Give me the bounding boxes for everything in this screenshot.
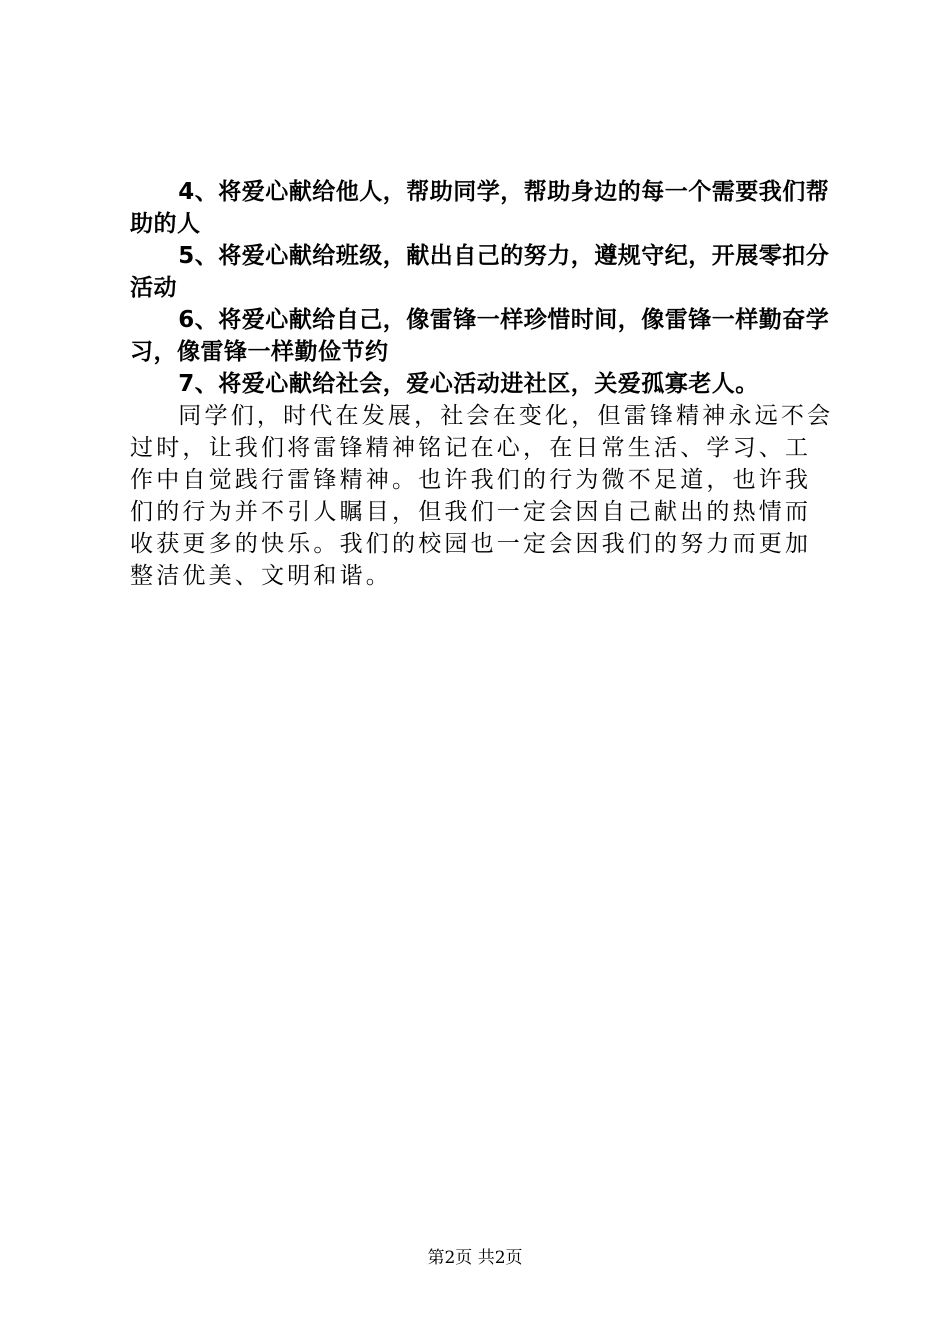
document-body — [130, 176, 835, 592]
paragraph-item-5: 5、将爱心献给班级，献出自己的努力，遵规守纪，开展零扣分活动 — [130, 243, 830, 301]
paragraph-item-7: 7、将爱心献给社会，爱心活动进社区，关爱孤寡老人。 — [178, 371, 759, 397]
closing-paragraph: 同学们，时代在发展，社会在变化，但雷锋精神永远不会过时，让我们将雷锋精神铭记在心，在日常生活、学习、工作中自觉践行雷锋精神。也许我们的行为微不足道，也许我们的行为并不引人瞩目，但我们一定会因自己献出的热情而收获更多的快乐。我们的校园也一定会因我们的努力而更加整洁优美、文明和谐。 — [130, 403, 834, 589]
page-footer: 第2页 共2页 — [427, 1248, 523, 1268]
paragraph-item-4: 4、将爱心献给他人，帮助同学，帮助身边的每一个需要我们帮助的人 — [130, 179, 830, 237]
paragraph-item-6: 6、将爱心献给自己，像雷锋一样珍惜时间，像雷锋一样勤奋学习，像雷锋一样勤俭节约 — [130, 307, 830, 365]
